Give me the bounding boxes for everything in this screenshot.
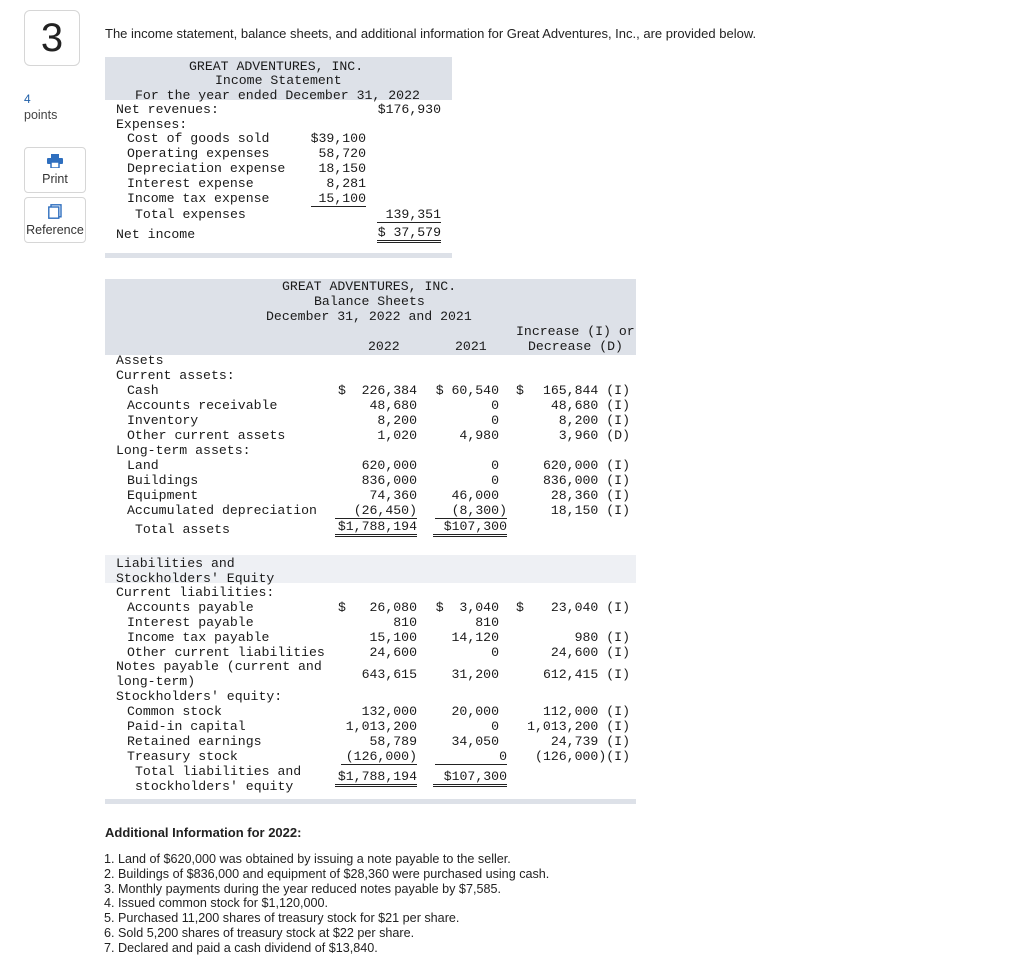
bs-change: 165,844 (I) bbox=[542, 383, 630, 398]
is-expense-value: 8,281 bbox=[326, 176, 366, 191]
bs-bottom-bar bbox=[105, 799, 636, 804]
bs-change: 836,000 (I) bbox=[542, 473, 630, 488]
bs-change: 1,013,200 (I) bbox=[527, 719, 630, 734]
bs-change: 18,150 (I) bbox=[550, 503, 630, 518]
bs-change: 3,960 (D) bbox=[558, 428, 630, 443]
list-item: 1. Land of $620,000 was obtained by issuing a note payable to the seller. bbox=[104, 852, 511, 866]
bs-col-2021: 2021 bbox=[455, 339, 487, 354]
bs-row-label: Interest payable bbox=[127, 615, 254, 630]
bs-value-2022: 226,384 bbox=[361, 383, 417, 398]
points-value: 4 bbox=[24, 92, 31, 106]
bs-notes-label: Notes payable (current and bbox=[116, 659, 322, 674]
bs-liab-label: Stockholders' Equity bbox=[116, 571, 275, 586]
bs-total-assets-label: Total assets bbox=[135, 522, 230, 537]
is-net-income-value: $ 37,579 bbox=[377, 225, 441, 243]
bs-total-le-label: Total liabilities and bbox=[135, 764, 302, 779]
is-expense-value: 18,150 bbox=[318, 161, 366, 176]
points-label: points bbox=[24, 108, 58, 122]
bs-row-label: Accounts receivable bbox=[127, 398, 278, 413]
bs-notes-change: 612,415 (I) bbox=[542, 667, 630, 682]
print-button[interactable] bbox=[24, 147, 86, 193]
bs-col-change-1: Increase (I) or bbox=[516, 324, 635, 339]
bs-assets-label: Assets bbox=[116, 353, 164, 368]
bs-change: 980 (I) bbox=[574, 630, 630, 645]
bs-change: 48,680 (I) bbox=[550, 398, 630, 413]
bs-change: 23,040 (I) bbox=[550, 600, 630, 615]
bs-value-2021: 0 bbox=[435, 749, 507, 765]
bs-total-assets-2022: $1,788,194 bbox=[335, 519, 417, 537]
bs-company: GREAT ADVENTURES, INC. bbox=[282, 279, 457, 294]
bs-liab-label: Liabilities and bbox=[116, 556, 235, 571]
bs-row-label: Income tax payable bbox=[127, 630, 270, 645]
bs-change: 24,739 (I) bbox=[550, 734, 630, 749]
bs-row-label: Common stock bbox=[127, 704, 222, 719]
is-expense-value: 58,720 bbox=[318, 146, 366, 161]
list-item: 7. Declared and paid a cash dividend of $13,840. bbox=[104, 940, 378, 955]
bs-long-term-label: Long-term assets: bbox=[116, 443, 251, 458]
is-expense-value: $39,100 bbox=[310, 131, 366, 146]
bs-period: December 31, 2022 and 2021 bbox=[266, 309, 472, 324]
bs-value-2021: 20,000 bbox=[451, 704, 499, 719]
bs-total-le-2022: $1,788,194 bbox=[335, 769, 417, 787]
question-number: 3 bbox=[24, 10, 80, 66]
bs-value-2022: 24,600 bbox=[369, 645, 417, 660]
bs-value-2021: $ 3,040 bbox=[435, 600, 499, 615]
bs-value-2021: 0 bbox=[491, 645, 499, 660]
bs-change: 24,600 (I) bbox=[550, 645, 630, 660]
bs-total-le-2021: $107,300 bbox=[433, 769, 507, 787]
bs-current-assets-label: Current assets: bbox=[116, 368, 235, 383]
list-item: 2. Buildings of $836,000 and equipment of $28,360 were purchased using cash. bbox=[104, 866, 550, 881]
bs-dollar-sign: $ bbox=[516, 600, 524, 615]
additional-info-list bbox=[104, 852, 549, 956]
intro-text: The income statement, balance sheets, and additional information for Great Adventures, Inc., are provided below. bbox=[105, 26, 757, 41]
bs-dollar-sign: $ bbox=[516, 383, 524, 398]
bs-value-2022: 15,100 bbox=[369, 630, 417, 645]
bs-value-2022: 810 bbox=[393, 615, 417, 630]
bs-value-2022: 48,680 bbox=[369, 398, 417, 413]
bs-value-2021: 34,050 bbox=[451, 734, 499, 749]
bs-change: 112,000 (I) bbox=[542, 704, 630, 719]
print-label: Print bbox=[42, 172, 68, 186]
reference-icon bbox=[48, 204, 62, 219]
is-expenses-label: Expenses: bbox=[116, 117, 188, 132]
bs-value-2021: 0 bbox=[491, 398, 499, 413]
bs-row-label: Accumulated depreciation bbox=[127, 503, 317, 518]
bs-value-2021: 0 bbox=[491, 413, 499, 428]
is-net-revenues-label: Net revenues: bbox=[116, 102, 219, 117]
bs-value-2022: 836,000 bbox=[361, 473, 417, 488]
is-total-expenses-label: Total expenses bbox=[135, 207, 246, 222]
is-net-income-label: Net income bbox=[116, 227, 196, 242]
bs-row-label: Other current liabilities bbox=[127, 645, 325, 660]
list-item: 5. Purchased 11,200 shares of treasury stock for $21 per share. bbox=[104, 911, 460, 926]
bs-value-2021: $ 60,540 bbox=[435, 383, 499, 398]
list-item: 6. Sold 5,200 shares of treasury stock at $22 per share. bbox=[104, 925, 415, 940]
bs-value-2021: 4,980 bbox=[459, 428, 499, 443]
bs-row-label: Retained earnings bbox=[127, 734, 262, 749]
bs-title: Balance Sheets bbox=[314, 294, 425, 309]
is-expense-label: Operating expenses bbox=[127, 146, 270, 161]
list-item: 3. Monthly payments during the year reduced notes payable by $7,585. bbox=[104, 881, 501, 896]
bs-row-label: Equipment bbox=[127, 488, 199, 503]
bs-row-label: Accounts payable bbox=[127, 600, 254, 615]
list-item: 4. Issued common stock for $1,120,000. bbox=[104, 896, 329, 911]
bs-row-label: Inventory bbox=[127, 413, 199, 428]
is-period: For the year ended December 31, 2022 bbox=[135, 88, 420, 103]
bs-notes-2021: 31,200 bbox=[451, 667, 499, 682]
is-net-revenues-value: $176,930 bbox=[377, 102, 441, 117]
bs-total-le-label: stockholders' equity bbox=[135, 779, 294, 794]
bs-dollar-sign: $ bbox=[338, 600, 346, 615]
is-title: Income Statement bbox=[215, 73, 342, 88]
bs-value-2022: 620,000 bbox=[361, 458, 417, 473]
bs-value-2021: (8,300) bbox=[435, 503, 507, 519]
additional-info-heading: Additional Information for 2022: bbox=[105, 825, 302, 840]
is-total-expenses-value: 139,351 bbox=[377, 207, 441, 223]
is-expense-label: Income tax expense bbox=[127, 191, 270, 206]
print-icon bbox=[47, 154, 63, 168]
bs-row-label: Land bbox=[127, 458, 159, 473]
bs-value-2021: 810 bbox=[475, 615, 499, 630]
bs-total-assets-2021: $107,300 bbox=[433, 519, 507, 537]
bs-value-2022: (26,450) bbox=[335, 503, 417, 519]
bs-value-2022: 8,200 bbox=[377, 413, 417, 428]
bs-value-2021: 0 bbox=[491, 458, 499, 473]
is-expense-label: Depreciation expense bbox=[127, 161, 286, 176]
bs-current-liab-label: Current liabilities: bbox=[116, 585, 275, 600]
bs-row-label: Paid-in capital bbox=[127, 719, 246, 734]
bs-value-2022: 74,360 bbox=[369, 488, 417, 503]
bs-col-2022: 2022 bbox=[368, 339, 400, 354]
bs-value-2021: 46,000 bbox=[451, 488, 499, 503]
income-statement bbox=[105, 57, 452, 259]
reference-button[interactable] bbox=[24, 197, 86, 243]
bs-dollar-sign: $ bbox=[338, 383, 346, 398]
bs-equity-label: Stockholders' equity: bbox=[116, 689, 283, 704]
is-company: GREAT ADVENTURES, INC. bbox=[189, 59, 364, 74]
bs-value-2022: (126,000) bbox=[341, 749, 417, 765]
reference-label: Reference bbox=[26, 222, 84, 237]
bs-row-label: Treasury stock bbox=[127, 749, 238, 764]
bs-value-2022: 58,789 bbox=[369, 734, 417, 749]
bs-row-label: Cash bbox=[127, 383, 159, 398]
bs-notes-2022: 643,615 bbox=[361, 667, 417, 682]
is-expense-label: Interest expense bbox=[127, 176, 254, 191]
is-expense-value: 15,100 bbox=[311, 191, 366, 207]
bs-change: 28,360 (I) bbox=[550, 488, 630, 503]
bs-value-2021: 0 bbox=[491, 473, 499, 488]
bs-change: 620,000 (I) bbox=[542, 458, 630, 473]
bs-value-2022: 1,020 bbox=[377, 428, 417, 443]
bs-value-2021: 14,120 bbox=[451, 630, 499, 645]
bs-row-label: Buildings bbox=[127, 473, 199, 488]
bs-value-2022: 26,080 bbox=[369, 600, 417, 615]
bs-row-label: Other current assets bbox=[127, 428, 286, 443]
bs-notes-label: long-term) bbox=[116, 674, 196, 689]
is-bottom-bar bbox=[105, 253, 452, 258]
bs-value-2022: 132,000 bbox=[361, 704, 417, 719]
bs-col-change-2: Decrease (D) bbox=[528, 339, 623, 354]
is-expense-label: Cost of goods sold bbox=[127, 131, 270, 146]
bs-change: 8,200 (I) bbox=[558, 413, 630, 428]
bs-value-2022: 1,013,200 bbox=[345, 719, 417, 734]
bs-change: (126,000)(I) bbox=[535, 749, 630, 764]
bs-value-2021: 0 bbox=[491, 719, 499, 734]
